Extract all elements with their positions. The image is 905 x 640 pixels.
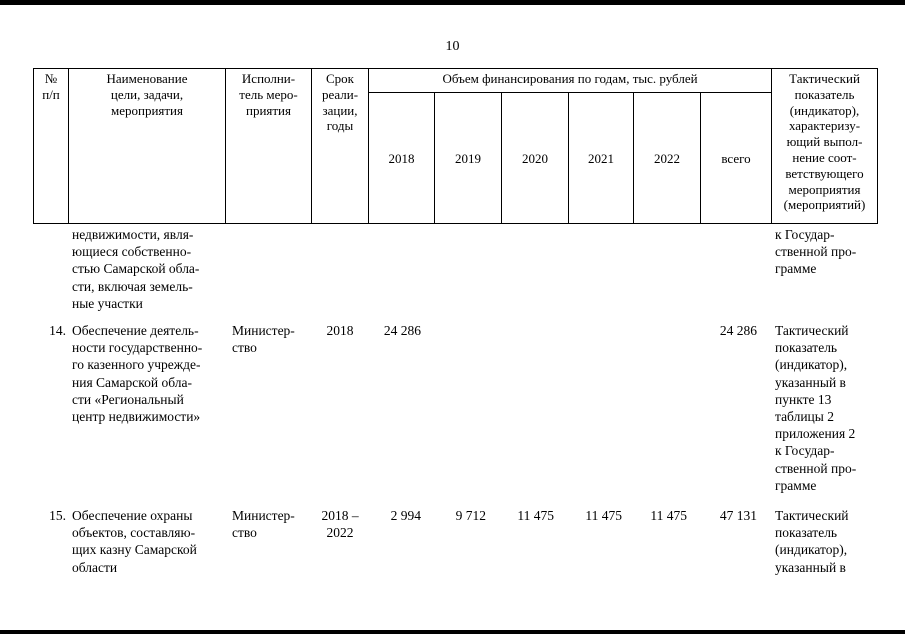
continuation-indicator: к Государ- ственной про- грамме bbox=[775, 227, 857, 277]
page-number: 10 bbox=[445, 39, 460, 54]
row-term: 2018 – 2022 bbox=[321, 508, 359, 541]
row-value-2019: 9 712 bbox=[455, 508, 486, 523]
header-bottom-line bbox=[33, 223, 878, 224]
row-number: 14. bbox=[49, 323, 66, 338]
row-executor: Министер- ство bbox=[232, 323, 295, 356]
bottom-border bbox=[0, 630, 905, 634]
financing-divider bbox=[368, 92, 771, 93]
header-term: Срок реали- зации, годы bbox=[321, 71, 359, 134]
header-year: 2021 bbox=[588, 151, 614, 166]
header-year: 2019 bbox=[455, 151, 481, 166]
table-header bbox=[33, 68, 878, 224]
col-line bbox=[368, 68, 369, 224]
header-year: 2020 bbox=[522, 151, 548, 166]
top-border bbox=[0, 0, 905, 5]
header-name: Наименование цели, задачи, мероприятия bbox=[106, 71, 188, 118]
row-value-2018: 2 994 bbox=[390, 508, 421, 523]
header-year: 2018 bbox=[388, 151, 415, 166]
row-value-2018: 24 286 bbox=[383, 323, 421, 338]
row-value-total: 47 131 bbox=[719, 508, 757, 523]
header-top-line bbox=[33, 68, 878, 69]
row-value-2022: 11 475 bbox=[650, 508, 687, 523]
row-name: Обеспечение деятель- ности государственно- го казенного учрежде- ния Самарской обла- сти «Региональный центр недвижимости» bbox=[72, 323, 203, 425]
row-value-total: 24 286 bbox=[719, 323, 757, 338]
header-total: всего bbox=[721, 151, 751, 166]
header-indicator: Тактический показатель (индикатор), характеризу- ющий выпол- нение соот- ветствующего мероприятия (мероприятий) bbox=[783, 71, 866, 213]
row-value-2020: 11 475 bbox=[517, 508, 554, 523]
header-executor: Исполни- тель меро- приятия bbox=[239, 71, 298, 118]
header-num: № п/п bbox=[42, 71, 60, 102]
col-line bbox=[877, 68, 878, 224]
row-indicator: Тактический показатель (индикатор), указанный в пункте 13 таблицы 2 приложения 2 к Государ- ственной про- грамме bbox=[775, 323, 857, 493]
header-financing: Объем финансирования по годам, тыс. рублей bbox=[442, 71, 698, 86]
row-executor: Министер- ство bbox=[232, 508, 295, 541]
header-year: 2022 bbox=[654, 151, 680, 166]
row-number: 15. bbox=[49, 508, 66, 523]
row-value-2021: 11 475 bbox=[585, 508, 622, 523]
continuation-name: недвижимости, явля- ющиеся собственно- стью Самарской обла- сти, включая земель- ные участки bbox=[72, 227, 200, 311]
row-indicator: Тактический показатель (индикатор), указанный в bbox=[775, 508, 849, 575]
row-term: 2018 bbox=[326, 323, 354, 338]
row-name: Обеспечение охраны объектов, составляю- щих казну Самарской области bbox=[72, 508, 197, 575]
